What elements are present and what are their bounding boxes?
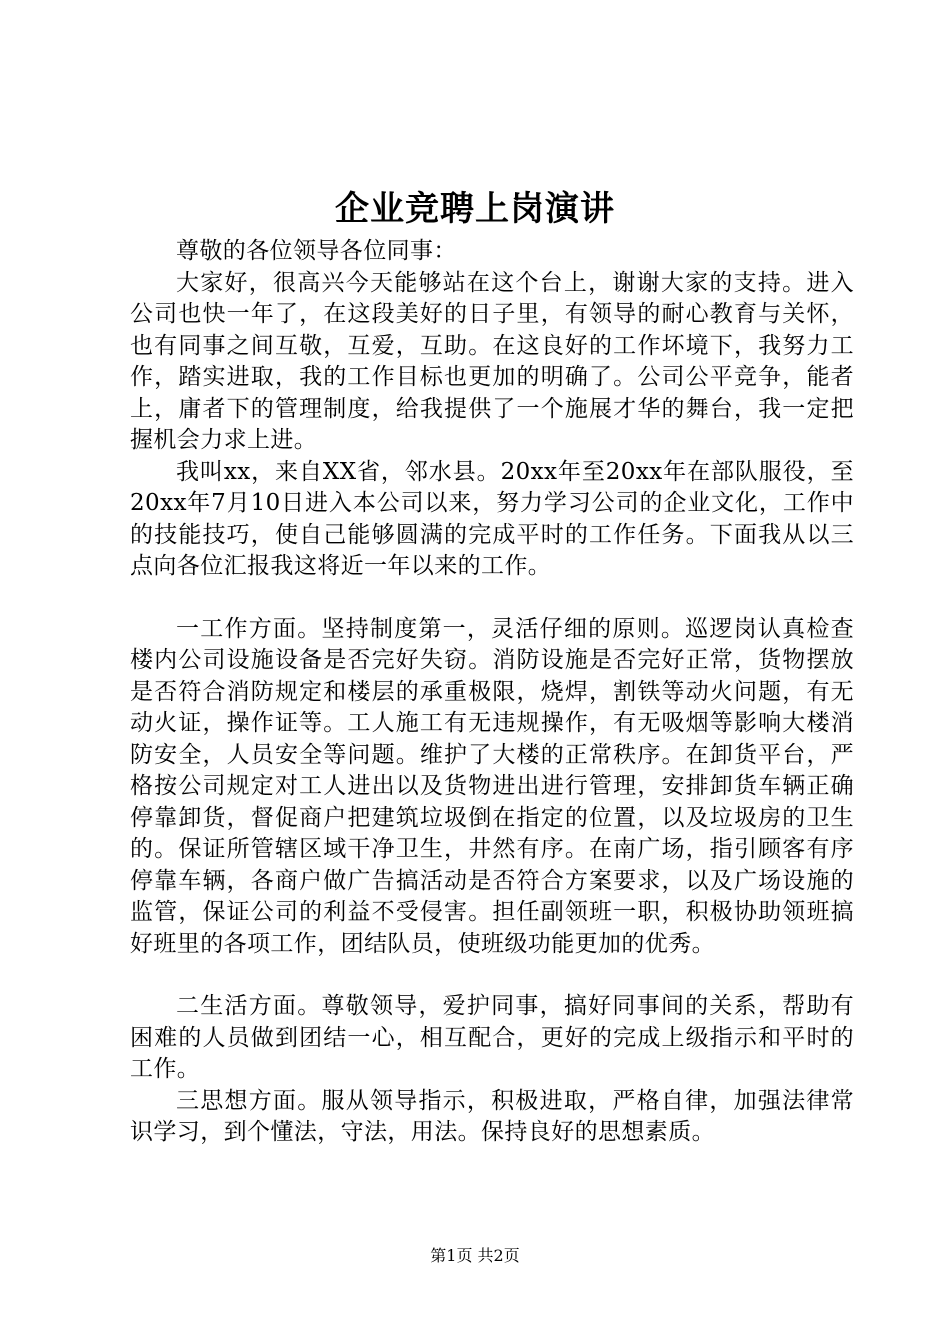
document-title: 企业竞聘上岗演讲 bbox=[335, 189, 615, 229]
thought-paragraph: 三思想方面。服从领导指示，积极进取，严格自律，加强法律常识学习，到个懂法，守法，用法。保持良好的思想素质。 bbox=[130, 1087, 854, 1145]
intro-paragraph: 大家好，很高兴今天能够站在这个台上，谢谢大家的支持。进入公司也快一年了，在这段美好的日子里，有领导的耐心教育与关怀，也有同事之间互敬，互爱，互助。在这良好的工作坏境下，我努力工作，踏实进取，我的工作目标也更加的明确了。公司公平竞争，能者上，庸者下的管理制度，给我提供了一个施展才华的舞台，我一定把握机会力求上进。 bbox=[130, 269, 854, 453]
background-paragraph: 我叫xx，来自XX省，邻水县。20xx年至20xx年在部队服役，至20xx年7月10日进入本公司以来，努力学习公司的企业文化，工作中的技能技巧，使自己能够圆满的完成平时的工作任务。下面我从以三点向各位汇报我这将近一年以来的工作。 bbox=[130, 458, 854, 579]
page-number-footer: 第1页 共2页 bbox=[430, 1246, 520, 1265]
work-paragraph: 一工作方面。坚持制度第一，灵活仔细的原则。巡逻岗认真检查楼内公司设施设备是否完好失窃。消防设施是否完好正常，货物摆放是否符合消防规定和楼层的承重极限，烧焊，割铁等动火问题，有无动火证，操作证等。工人施工有无违规操作，有无吸烟等影响大楼消防安全，人员安全等问题。维护了大楼的正常秩序。在卸货平台，严格按公司规定对工人进出以及货物进出进行管理，安排卸货车辆正确停靠卸货，督促商户把建筑垃圾倒在指定的位置，以及垃圾房的卫生的。保证所管辖区域干净卫生，井然有序。在南广场，指引顾客有序停靠车辆，各商户做广告搞活动是否符合方案要求，以及广场设施的监管，保证公司的利益不受侵害。担任副领班一职，积极协助领班搞好班里的各项工作，团结队员，使班级功能更加的优秀。 bbox=[130, 615, 854, 957]
document-body bbox=[130, 236, 854, 1149]
salutation-paragraph: 尊敬的各位领导各位同事： bbox=[176, 238, 457, 264]
life-paragraph: 二生活方面。尊敬领导，爱护同事，搞好同事间的关系，帮助有困难的人员做到团结一心，相互配合，更好的完成上级指示和平时的工作。 bbox=[130, 993, 854, 1082]
